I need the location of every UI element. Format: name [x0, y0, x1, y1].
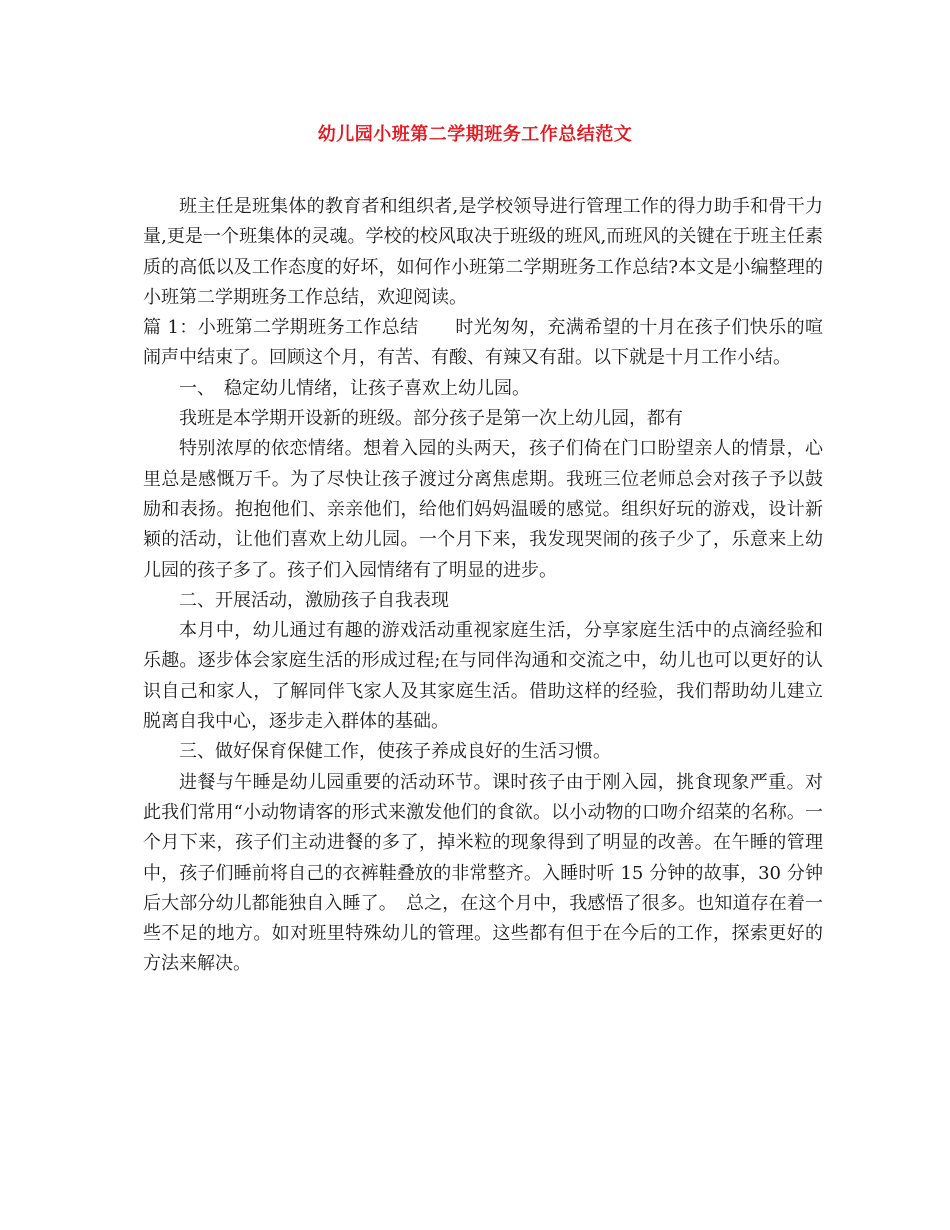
body-paragraph-meals-naps: 进餐与午睡是幼儿园重要的活动环节。课时孩子由于刚入园，挑食现象严重。对此我们常用“小动物请客的形式来激发他们的食欲。以小动物的口吻介绍菜的名称。一个月下来，孩子们主动进餐的多了，掉米粒的现象得到了明显的改善。在午睡的管理中，孩子们睡前将自己的衣裤鞋叠放的非常整齐。入睡时听 15 分钟的故事，30 分钟后大部分幼儿都能独自入睡了。 总之，在这个月中，我感悟了很多。也知道存在着一些不足的地方。如对班里特殊幼儿的管理。这些都有但于在今后的工作，探索更好的方法来解决。: [143, 771, 823, 975]
document-body: [143, 192, 823, 980]
body-paragraph-new-class: 我班是本学期开设新的班级。部分孩子是第一次上幼儿园，都有: [179, 408, 683, 430]
body-paragraph-attachment: 特别浓厚的依恋情绪。想着入园的头两天，孩子们倚在门口盼望亲人的情景，心里总是感慨万千。为了尽快让孩子渡过分离焦虑期。我班三位老师总会对孩子予以鼓励和表扬。抱抱他们、亲亲他们，给他们妈妈温暖的感觉。组织好玩的游戏，设计新颖的活动，让他们喜欢上幼儿园。一个月下来，我发现哭闹的孩子少了，乐意来上幼儿园的孩子多了。孩子们入园情绪有了明显的进步。: [143, 438, 823, 581]
body-paragraph-activities: 本月中，幼儿通过有趣的游戏活动重视家庭生活，分享家庭生活中的点滴经验和乐趣。逐步体会家庭生活的形成过程;在与同伴沟通和交流之中，幼儿也可以更好的认识自己和家人，了解同伴飞家人及其家庭生活。借助这样的经验，我们帮助幼儿建立脱离自我中心，逐步走入群体的基础。: [143, 620, 823, 733]
subheading-two: 二、开展活动，激励孩子自我表现: [179, 589, 449, 611]
document-title: 幼儿园小班第二学期班务工作总结范文: [317, 124, 633, 145]
subheading-one: 一、 稳定幼儿情绪，让孩子喜欢上幼儿园。: [179, 377, 530, 399]
intro-paragraph: 班主任是班集体的教育者和组织者,是学校领导进行管理工作的得力助手和骨干力量,更是一个班集体的灵魂。学校的校风取决于班级的班风,而班风的关键在于班主任素质的高低以及工作态度的好坏，如何作小班第二学期班务工作总结?本文是小编整理的小班第二学期班务工作总结，欢迎阅读。: [143, 196, 823, 308]
section-1-heading-paragraph: 篇 1：小班第二学期班务工作总结 时光匆匆，充满希望的十月在孩子们快乐的喧闹声中结束了。回顾这个月，有苦、有酸、有辣又有甜。以下就是十月工作小结。: [143, 317, 823, 369]
subheading-three: 三、做好保育保健工作，使孩子养成良好的生活习惯。: [179, 741, 611, 763]
